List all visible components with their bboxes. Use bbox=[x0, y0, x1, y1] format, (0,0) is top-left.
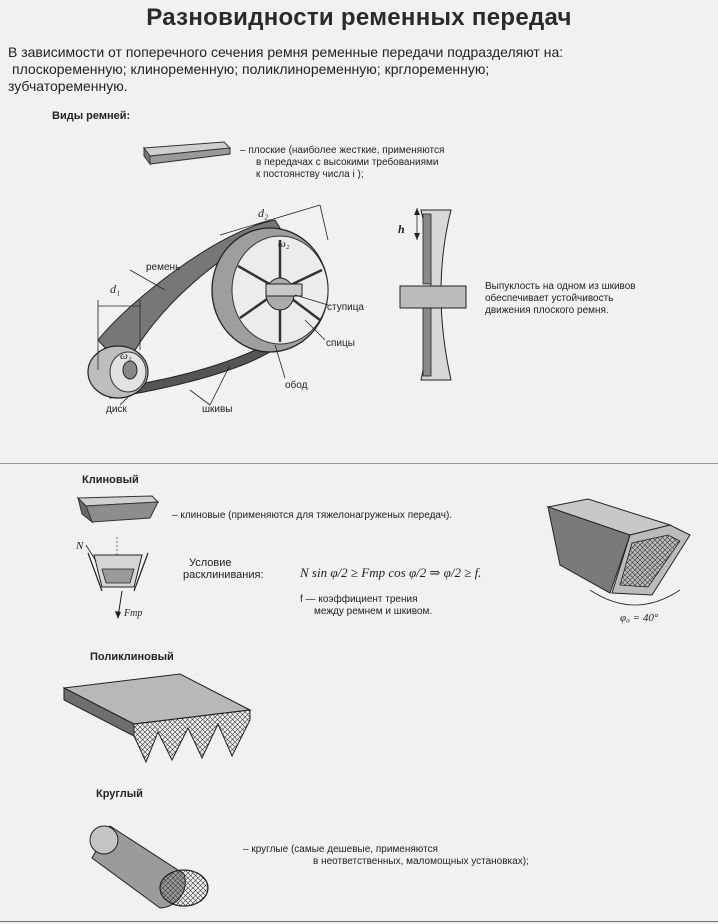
convex-caption: Выпуклость на одном из шкивов обеспечивает устойчивость движения плоского ремня. bbox=[485, 281, 636, 316]
label-d2: d₂ bbox=[258, 206, 269, 220]
label-belt: ремень bbox=[146, 262, 181, 273]
intro-line-1: В зависимости от поперечного сечения ремня ременные передачи подразделяют на: bbox=[8, 44, 564, 60]
label-rim: обод bbox=[285, 380, 308, 391]
round-caption: – круглые (самые дешевые, применяются в неответственных, маломощных установках); bbox=[243, 844, 529, 867]
bottom-rule bbox=[0, 921, 718, 922]
vbelt-caption: – клиновые (применяются для тяжелонагруженых передач). bbox=[172, 510, 453, 521]
wedging-condition-label: Условие расклинивания: bbox=[183, 557, 264, 581]
belt-types-heading: Виды ремней: bbox=[52, 110, 131, 122]
crowned-pulley-illustration bbox=[395, 200, 475, 390]
poly-heading: Поликлиновый bbox=[90, 651, 174, 663]
flat-belt-illustration bbox=[140, 138, 240, 168]
friction-caption: f — коэффициент трения между ремнем и шкивом. bbox=[300, 594, 433, 617]
intro-text bbox=[8, 44, 708, 95]
wedging-formula: N sin φ/2 ≥ Fтр cos φ/2 ⇒ φ/2 ≥ f. bbox=[300, 565, 482, 580]
round-heading: Круглый bbox=[96, 788, 143, 800]
label-disk: диск bbox=[106, 404, 127, 415]
label-h: h bbox=[398, 222, 405, 236]
vbelt-heading: Клиновый bbox=[82, 474, 139, 486]
label-omega1: ω₁ bbox=[120, 350, 132, 362]
page-title: Разновидности ременных передач bbox=[146, 4, 572, 31]
round-belt-illustration bbox=[88, 818, 218, 908]
label-n: N bbox=[76, 540, 84, 552]
label-hub: ступица bbox=[327, 302, 364, 313]
poly-v-belt-illustration bbox=[60, 672, 260, 762]
label-omega2: ω₂ bbox=[278, 238, 290, 250]
label-ftr: Fтр bbox=[124, 608, 143, 619]
flat-belt-caption: – плоские (наиболее жесткие, применяются в передачах с высокими требованиями к постоянству числа i ); bbox=[240, 145, 445, 180]
label-spokes: спицы bbox=[326, 338, 355, 349]
angle-label: φ₀ = 40° bbox=[620, 612, 659, 624]
section-divider bbox=[0, 463, 718, 464]
label-d1: d₁ bbox=[110, 282, 121, 296]
wedging-diagram bbox=[72, 535, 157, 625]
label-pulleys: шкивы bbox=[202, 404, 233, 415]
vbelt-cross-section bbox=[540, 495, 710, 625]
vbelt-illustration bbox=[72, 492, 162, 528]
intro-line-2: плоскоременную; клиноременную; поликлиноременную; крглоременную; bbox=[12, 61, 490, 77]
intro-line-3: зубчатоременную. bbox=[8, 78, 128, 94]
